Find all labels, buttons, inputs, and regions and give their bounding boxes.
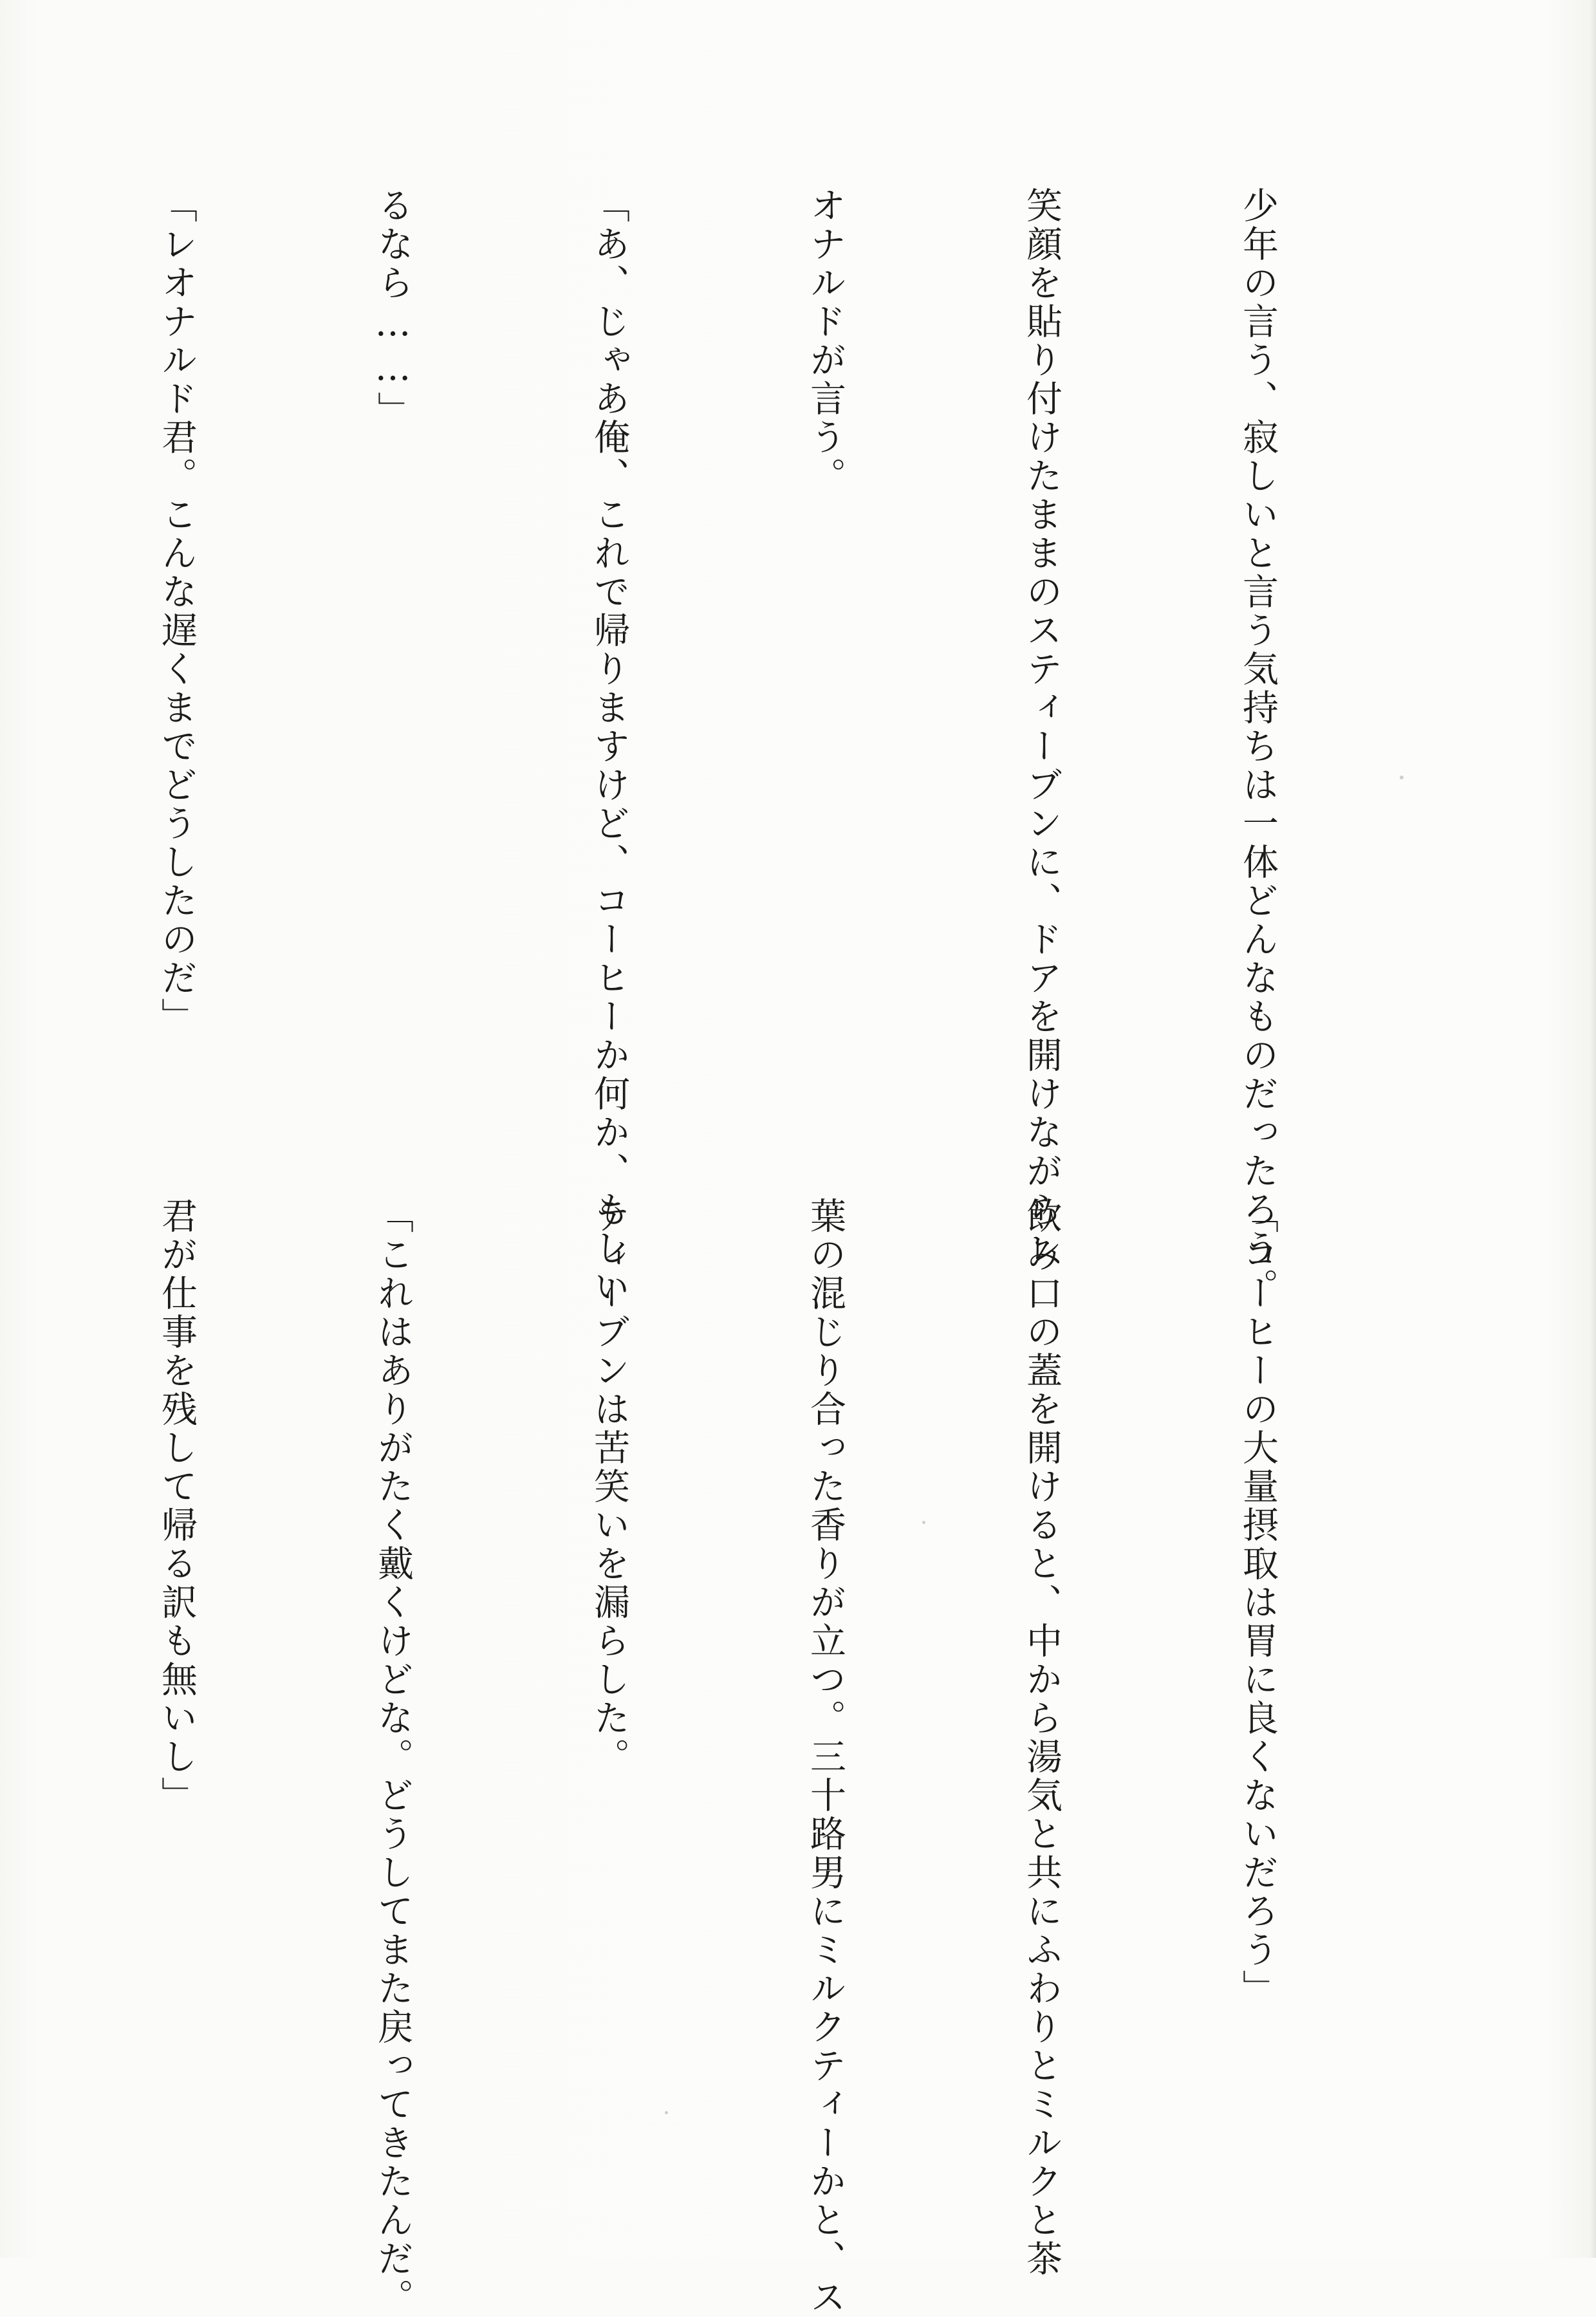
- scan-speck: [665, 2111, 668, 2114]
- text-line: 「レオナルド君。こんな遅くまでどうしたのだ」: [156, 187, 198, 1036]
- text-line: ティーブンは苦笑いを漏らした。: [588, 1197, 630, 1776]
- text-line: 「これはありがたく戴くけどな。どうしてまた戻ってきたんだ。: [372, 1197, 414, 2317]
- lower-text-block: [156, 1197, 1438, 2317]
- text-line: るなら……」: [372, 187, 414, 430]
- scan-speck: [922, 1521, 925, 1524]
- upper-text-block: [156, 187, 1438, 1307]
- text-line: 笑顔を貼り付けたままのスティーブンに、ドアを開けながらレ: [1021, 187, 1062, 1268]
- scan-speck: [1400, 776, 1404, 779]
- text-line: 飲み口の蓋を開けると、中から湯気と共にふわりとミルクと茶: [1021, 1197, 1062, 2278]
- text-line: 「コーヒーの大量摂取は胃に良くないだろう」: [1237, 1197, 1279, 2008]
- text-line: 「あ、じゃあ俺、これで帰りますけど、コーヒーか何か、もしい: [588, 187, 630, 1307]
- text-line: 葉の混じり合った香りが立つ。三十路男にミルクティーかと、ス: [804, 1197, 846, 2317]
- text-line: 少年の言う、寂しいと言う気持ちは一体どんなものだったろう。: [1237, 187, 1279, 1307]
- text-line: オナルドが言う。: [804, 187, 846, 496]
- page-edge-shadow: [1590, 0, 1596, 2258]
- text-line: 君が仕事を残して帰る訳も無いし」: [156, 1197, 198, 1815]
